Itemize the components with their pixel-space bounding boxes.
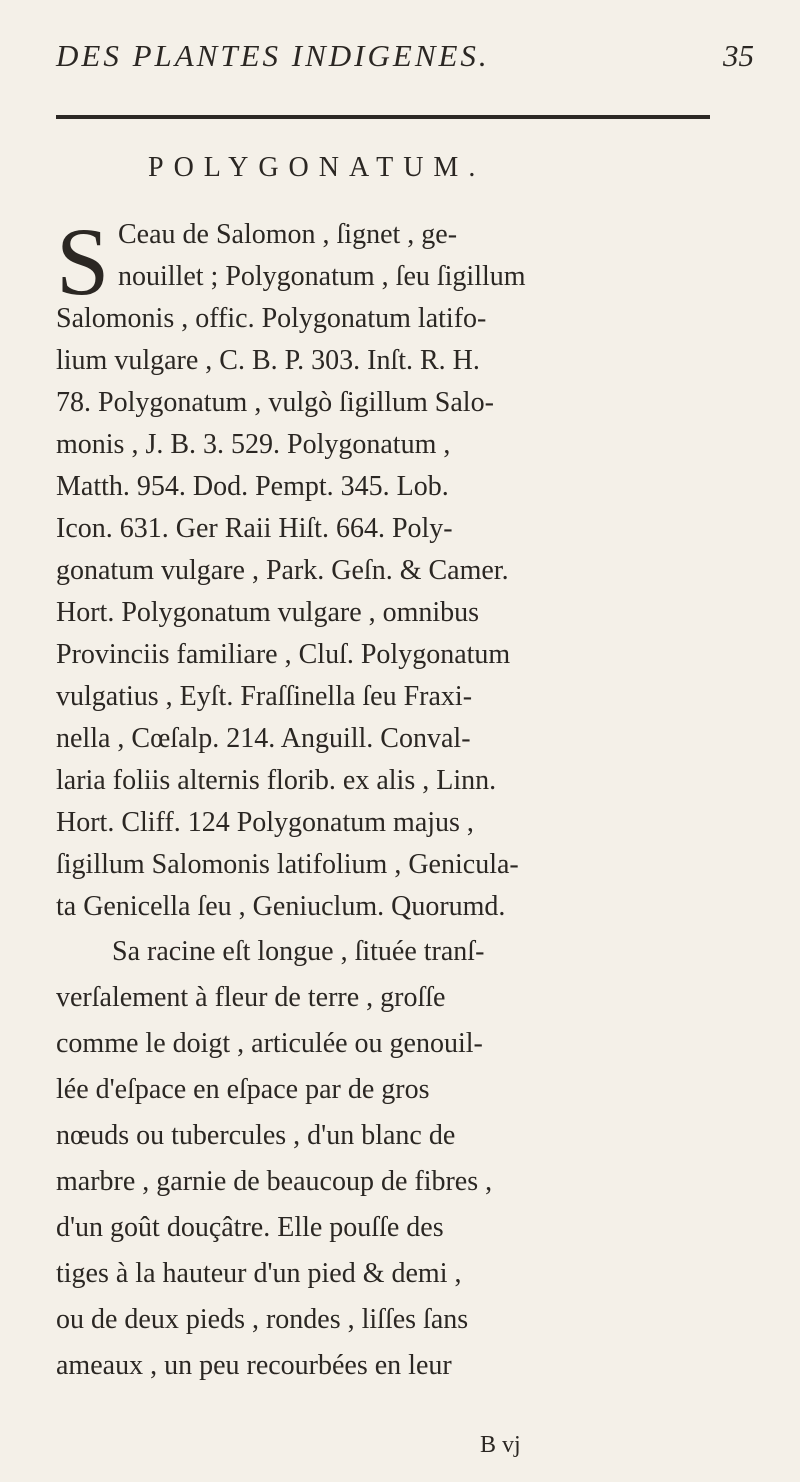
text-line: ſigillum Salomonis latifolium , Genicula-	[56, 849, 519, 880]
text-line: d'un goût douçâtre. Elle pouſſe des	[56, 1212, 444, 1243]
page-number: 35	[723, 38, 754, 73]
text-line: monis , J. B. 3. 529. Polygonatum ,	[56, 429, 451, 460]
body-text	[56, 208, 756, 1389]
text-line: Matth. 954. Dod. Pempt. 345. Lob.	[56, 471, 449, 502]
text-line: gonatum vulgare , Park. Geſn. & Camer.	[56, 555, 509, 586]
text-line: Sa racine eſt longue , ſituée tranſ-	[112, 936, 485, 967]
header-rule	[56, 115, 710, 119]
text-line: Provinciis familiare , Cluſ. Polygonatum	[56, 639, 511, 670]
text-line: vulgatius , Eyſt. Fraſſinella ſeu Fraxi-	[56, 681, 473, 712]
paragraph-synonyms	[56, 208, 756, 928]
text-line: marbre , garnie de beaucoup de fibres ,	[56, 1166, 493, 1197]
text-line: lée d'eſpace en eſpace par de gros	[56, 1074, 430, 1105]
text-line: nœuds ou tubercules , d'un blanc de	[56, 1120, 456, 1151]
text-line: laria foliis alternis florib. ex alis , Linn.	[56, 765, 497, 796]
line-text: Ceau de Salomon , ſignet , ge-	[118, 219, 458, 250]
text-line: verſalement à fleur de terre , groſſe	[56, 982, 446, 1013]
drop-cap: S	[56, 208, 110, 315]
text-line	[56, 256, 756, 298]
text-line: tiges à la hauteur d'un pied & demi ,	[56, 1258, 462, 1289]
running-title: DES PLANTES INDIGENES.	[56, 38, 490, 73]
line-text: nouillet ; Polygonatum , ſeu ſigillum	[118, 261, 526, 292]
text-line: Salomonis , offic. Polygonatum latifo-	[56, 303, 487, 334]
text-line: nella , Cœſalp. 214. Anguill. Conval-	[56, 723, 471, 754]
paragraph-description	[56, 929, 756, 1389]
text-line: ou de deux pieds , rondes , liſſes ſans	[56, 1304, 469, 1335]
text-line: Hort. Polygonatum vulgare , omnibus	[56, 597, 480, 628]
text-line: Hort. Cliff. 124 Polygonatum majus ,	[56, 807, 474, 838]
section-title: POLYGONATUM.	[148, 152, 486, 183]
text-line: comme le doigt , articulée ou genouil-	[56, 1028, 483, 1059]
text-line: ameaux , un peu recourbées en leur	[56, 1350, 452, 1381]
catchword: B vj	[480, 1432, 521, 1458]
text-line: lium vulgare , C. B. P. 303. Inſt. R. H.	[56, 345, 480, 376]
text-line: 78. Polygonatum , vulgò ſigillum Salo-	[56, 387, 494, 418]
text-line: Icon. 631. Ger Raii Hiſt. 664. Poly-	[56, 513, 453, 544]
text-line: ta Genicella ſeu , Geniuclum. Quorumd.	[56, 891, 506, 922]
running-head	[56, 32, 756, 84]
